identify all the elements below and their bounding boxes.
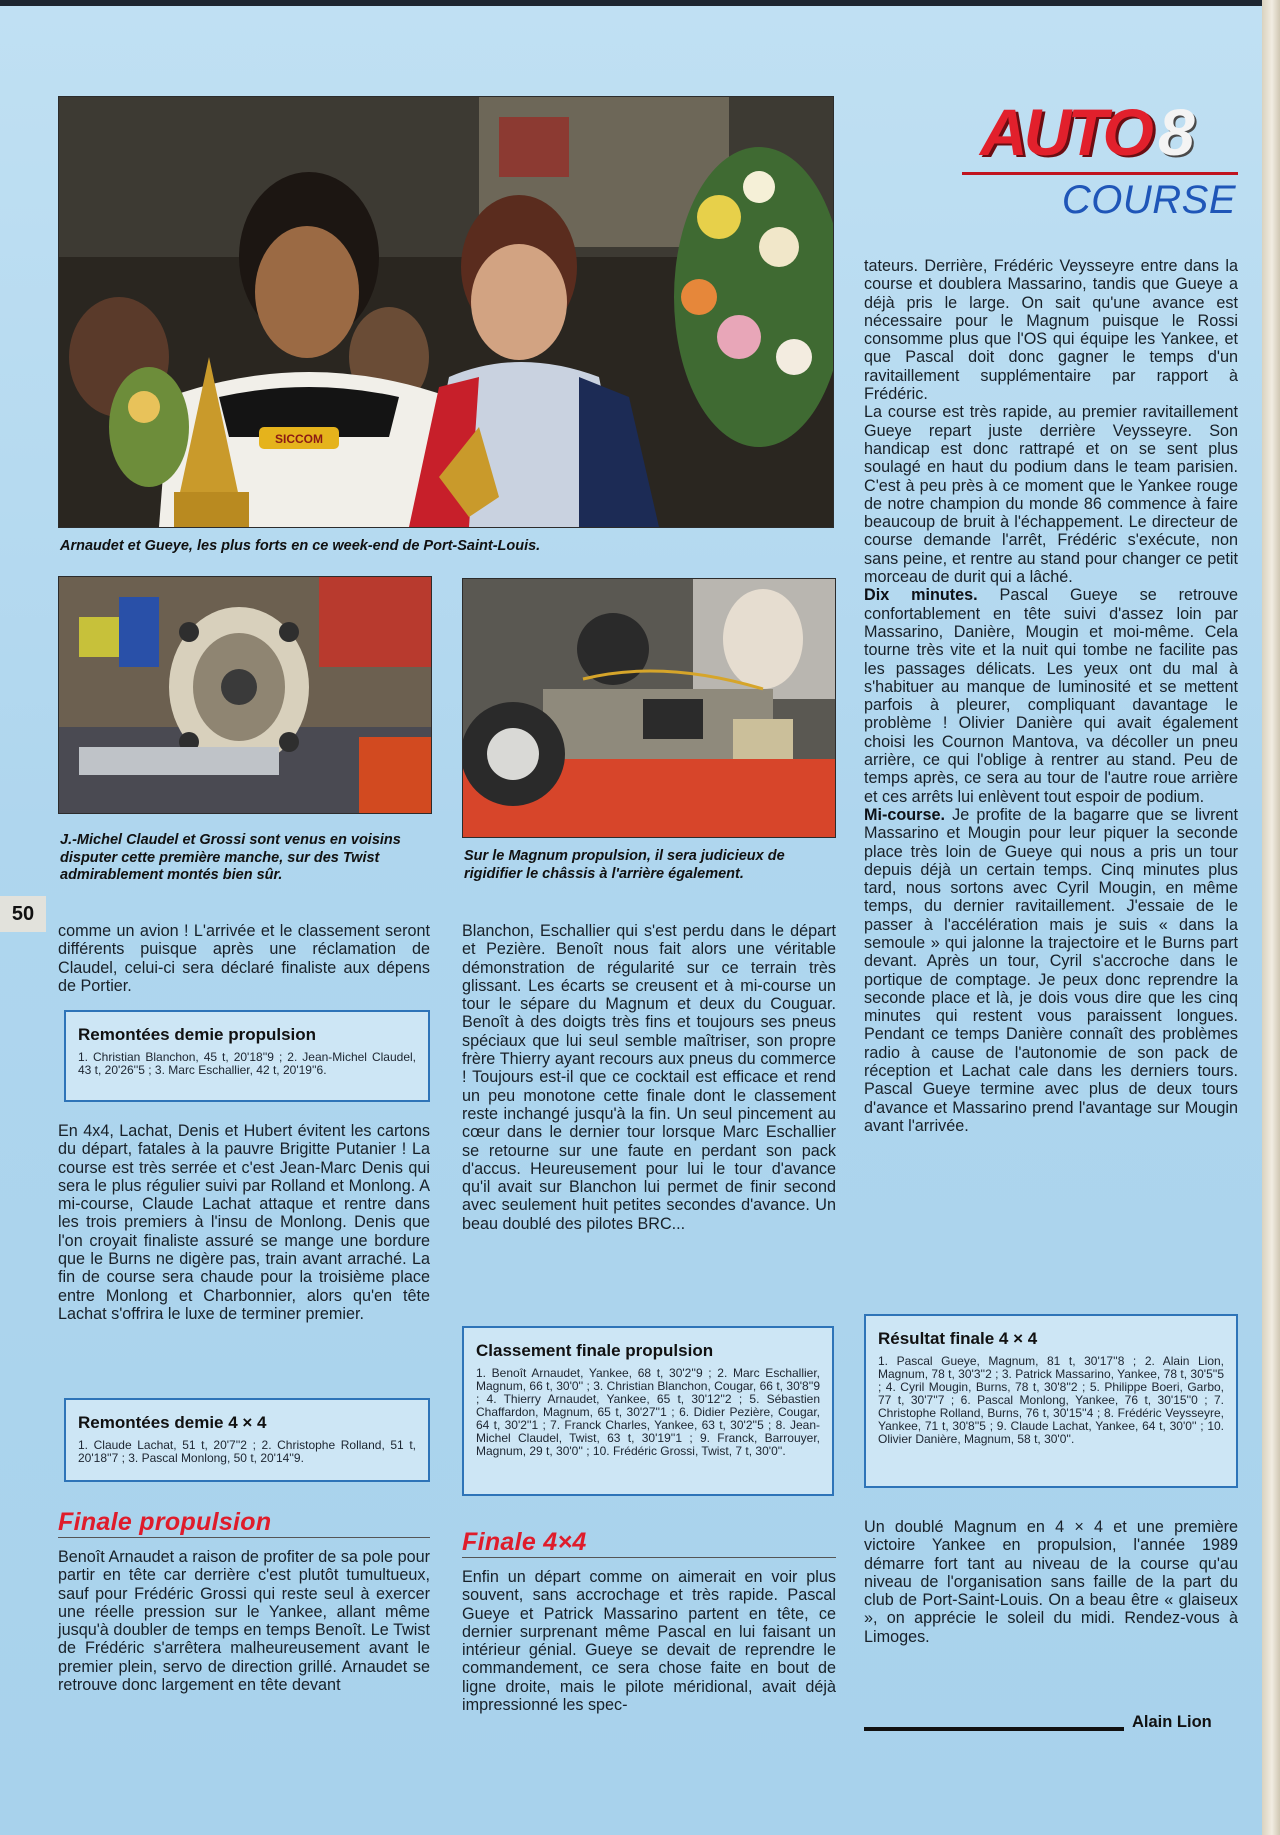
col2-para2: Enfin un départ comme on aimerait en voir plus souvent, sans accrochage et très rapide. Pascal Gueye et Patrick Massarino partent en tête, ce dernier surprenant même Pascal en lui faisant un intérieur génial. Gueye se devait de reprendre le commandement, ce sera chose faite en bout de ligne droite, mais le pilote méridional, avait déjà impressionné les spec-	[462, 1568, 836, 1715]
col3-para2: La course est très rapide, au premier ravitaillement Gueye repart juste derrière Veysseyre. Son handicap est donc rattrapé et on se sent plus soulagé en haut du podium dans le team parisien. C'est à peu près à ce moment que le Yankee rouge de notre champion du monde 86 commence à faire beaucoup de bruit à l'échappement. Le directeur de course demande l'arrêt, Frédéric s'exécute, non sans peine, et rentre au stand pour changer ce petit morceau de durit qui a lâché.	[864, 403, 1238, 587]
box-remontees-4x4	[64, 1398, 430, 1482]
box-classement-propulsion	[462, 1326, 834, 1496]
col3-lead-dix-minutes: Dix minutes.	[864, 586, 978, 605]
page-gutter	[1262, 0, 1280, 1835]
col3-para3	[864, 586, 1238, 806]
col1-para3: Benoît Arnaudet a raison de profiter de sa pole pour partir en tête car derrière c'est plutôt tumultueux, sauf pour Frédéric Grossi qui reste seul à exercer une réelle pression sur le Yankee, allant même jusqu'à doubler de temps en temps Benoît. Le Twist de Frédéric s'arrêtera malheureusement avant le premier plein, servo de direction grillé. Arnaudet se retrouve donc largement en tête devant	[58, 1548, 430, 1695]
sponsor-text: SICCOM	[275, 432, 323, 446]
column-1-bottom	[58, 1548, 430, 1694]
heading-finale-propulsion: Finale propulsion	[58, 1508, 430, 1538]
col3-para1: tateurs. Derrière, Frédéric Veysseyre entre dans la course et doublera Massarino, tandis que Gueye a déjà pris le large. On sait qu'une avance est nécessaire pour le Magnum puisque le Rossi consomme plus que l'OS qui équipe les Yankee, et que Pascal doit donc gagner le temps d'un ravitaillement supplémentaire par rapport à Frédéric.	[864, 257, 1238, 404]
photo-engine	[58, 576, 432, 814]
col3-para4-text: Je profite de la bagarre que se livrent Massarino et Mougin pour leur piquer la seconde place très loin de Gueye qui nous a pris un tour depuis déjà un certain temps. Cinq minutes plus tard, nous sortons avec Cyril Mougin, en même temps, du dernier ravitaillement. J'essaie de le passer à l'accélération mais je suis « dans la semoule » qui jalonne la trajectoire et le Burns part devant. Après un tour, Cyril s'accroche dans le portique de comptage. Je peux donc reprendre la seconde place et là, je dois vous dire que les cinq minutes qui restent vous paraissent longues. Pendant ce temps Danière connaît des problèmes radio à cause de l'autonomie de son pack de réception et Lachat cale dans les derniers tours. Pascal Gueye termine avec plus de deux tours d'avance et Massarino prend l'avantage sur Mougin avant l'arrivée.	[864, 805, 1238, 1135]
col3-para5: Un doublé Magnum en 4 × 4 et une première victoire Yankee en propulsion, l'année 1989 démarre fort tant au niveau de la course qu'au niveau de l'organisation sans faille de la part du club de Port-Saint-Louis. On a beau être « glaiseux », on apprécie le soleil du midi. Rendez-vous à Limoges.	[864, 1518, 1238, 1646]
box-remontees-propulsion-title: Remontées demie propulsion	[78, 1025, 317, 1044]
column-2-top	[462, 922, 836, 1233]
logo-course-text: COURSE	[1061, 178, 1236, 222]
signature-rule	[864, 1727, 1124, 1731]
top-border	[0, 0, 1262, 6]
col3-para3-text: Pascal Gueye se retrouve confortablement en tête suivi d'assez loin par Massarino, Danière, Mougin et moi-même. Cela tourne très vite et la nuit qui tombe ne facilite pas les passages délicats. Les yeux ont du mal à s'habituer au manque de luminosité et se mettent parfois à pleurer, compliquant davantage le problème ! Olivier Danière qui avait également choisi les Cournon Mantova, va décoller un pneu arrière, ce qui l'oblige à rentrer au stand. Peu de temps après, ce sera au tour de l'autre roue arrière et ces arrêts lui enlèvent tout espoir de podium.	[864, 586, 1239, 806]
photo-chassis	[462, 578, 836, 838]
box-remontees-propulsion-text: 1. Christian Blanchon, 45 t, 20'18''9 ; 2. Jean-Michel Claudel, 43 t, 20'26''5 ; 3. Marc Eschallier, 42 t, 20'19''6.	[78, 1050, 416, 1077]
col1-para2: En 4x4, Lachat, Denis et Hubert évitent les cartons du départ, fatales à la pauvre Brigitte Putanier ! La course est très serrée et c'est Jean-Marc Denis qui sera le plus régulier suivi par Rolland et Monlong. A mi-course, Claude Lachat attaque et rentre dans les trois premiers à l'insu de Monlong. Denis que l'on croyait finaliste assuré se mange une bordure que le Burns ne digère pas, train avant arraché. La fin de course sera chaude pour la troisième place entre Monlong et Charbonnier, alors qu'en tête Lachat s'offrira le luxe de terminer premier.	[58, 1122, 430, 1323]
engine-photo-image	[59, 577, 431, 813]
col1-para1: comme un avion ! L'arrivée et le classement seront différents puisque après une réclamation de Claudel, celui-ci sera déclaré finaliste aux dépens de Portier.	[58, 922, 430, 995]
col3-lead-mi-course: Mi-course.	[864, 805, 945, 824]
box-remontees-4x4-text: 1. Claude Lachat, 51 t, 20'7''2 ; 2. Christophe Rolland, 51 t, 20'18''7 ; 3. Pascal Monlong, 50 t, 20'14''9.	[78, 1438, 416, 1465]
chassis-photo-image	[463, 579, 835, 837]
caption-main: Arnaudet et Gueye, les plus forts en ce week-end de Port-Saint-Louis.	[60, 538, 541, 554]
heading-finale-4x4: Finale 4×4	[462, 1528, 836, 1558]
auto8-course-logo	[962, 94, 1238, 222]
column-3-bottom	[864, 1518, 1238, 1646]
logo-number: 8	[1158, 95, 1195, 169]
box-resultat-4x4-text: 1. Pascal Gueye, Magnum, 81 t, 30'17''8 ; 2. Alain Lion, Magnum, 78 t, 30'3''2 ; 3. Patrick Massarino, Yankee, 78 t, 30'5''5 ; 4. Cyril Mougin, Burns, 78 t, 30'8''2 ; 5. Philippe Boeri, Garbo, 77 t, 30'7''7 ; 6. Pascal Monlong, Yankee, 76 t, 30'15''0 ; 7. Christophe Rolland, Burns, 76 t, 30'15''4 ; 8. Frédéric Veysseyre, Yankee, 71 t, 30'8''5 ; 9. Claude Lachat, Yankee, 64 t, 30'0'' ; 10. Olivier Danière, Magnum, 58 t, 30'0''.	[878, 1354, 1224, 1446]
box-resultat-4x4-title: Résultat finale 4 × 4	[878, 1329, 1038, 1348]
col2-para1: Blanchon, Eschallier qui s'est perdu dans le départ et Pezière. Benoît nous fait alors une véritable démonstration de régularité sur ce terrain très glissant. Les écarts se creusent et à mi-course un tour le sépare du Magnum et deux du Couguar. Benoît à des doigts très fins et toujours ses pneus spéciaux que lui seul semble maîtriser, son propre frère Thierry ayant recours aux pneus du commerce ! Toujours est-il que ce cocktail est efficace et rend un peu monotone cette finale dont le classement reste inchangé jusqu'à la fin. Un seul pincement au cœur dans le dernier tour lorsque Marc Eschallier se retourne sur une faute en perdant son pack d'accus. Heureusement pour lui le tour d'avance qu'il avait sur Blanchon lui permet de finir second avec seulement huit petites secondes d'avance. Un beau doublé des pilotes BRC...	[462, 922, 836, 1233]
page-number: 50	[0, 896, 46, 932]
caption-engine: J.-Michel Claudel et Grossi sont venus en voisins disputer cette première manche, sur des Twist admirablement montés bien sûr.	[60, 832, 401, 883]
col3-para4	[864, 806, 1238, 1135]
logo-auto-text: AUTO	[980, 95, 1150, 169]
box-classement-propulsion-title: Classement finale propulsion	[476, 1341, 714, 1360]
logo-rule	[962, 172, 1238, 175]
column-1-top	[58, 922, 430, 995]
box-remontees-4x4-title: Remontées demie 4 × 4	[78, 1413, 267, 1432]
box-resultat-4x4	[864, 1314, 1238, 1488]
column-2-bottom	[462, 1568, 836, 1714]
podium-photo-image	[59, 97, 833, 527]
caption-chassis: Sur le Magnum propulsion, il sera judicieux de rigidifier le châssis à l'arrière également.	[464, 848, 785, 882]
column-3-top	[864, 257, 1238, 1135]
box-remontees-propulsion	[64, 1010, 430, 1102]
photo-podium	[58, 96, 834, 528]
column-1-middle	[58, 1122, 430, 1323]
author-signature: Alain Lion	[1132, 1713, 1212, 1731]
box-classement-propulsion-text: 1. Benoît Arnaudet, Yankee, 68 t, 30'2''9 ; 2. Marc Eschallier, Magnum, 66 t, 30'0'' ; 3. Christian Blanchon, Cougar, 66 t, 30'8''9 ; 4. Thierry Arnaudet, Yankee, 65 t, 30'12''2 ; 5. Sébastien Chaffardon, Magnum, 65 t, 30'27''1 ; 6. Didier Pezière, Cougar, 64 t, 30'2''1 ; 7. Franck Charles, Yankee, 63 t, 30'2''5 ; 8. Jean-Michel Claudel, Twist, 63 t, 30'19''1 ; 9. Franck, Barrouyer, Magnum, 29 t, 30'0'' ; 10. Frédéric Grossi, Twist, 7 t, 30'0''.	[476, 1366, 820, 1458]
